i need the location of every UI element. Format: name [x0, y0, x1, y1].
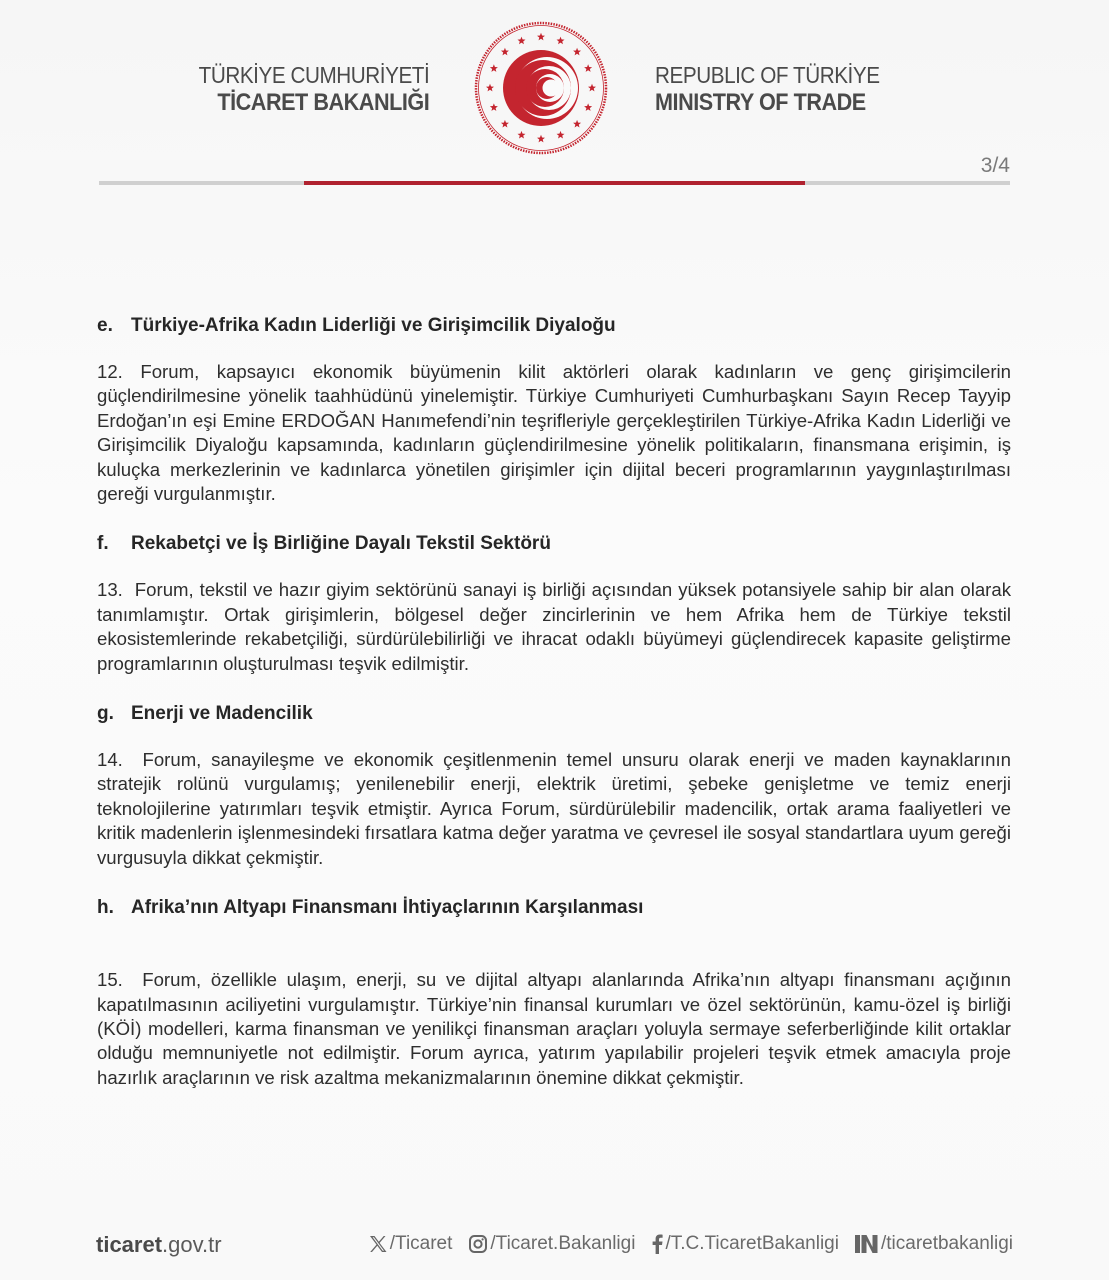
social-instagram[interactable]	[468, 1233, 635, 1255]
emblem-star-icon	[584, 103, 592, 111]
section-title	[97, 894, 1011, 922]
emblem-star-icon	[490, 64, 498, 72]
social-x[interactable]	[368, 1233, 453, 1255]
section-heading-text: Afrika’nın Altyapı Finansmanı İhtiyaçlarının Karşılanması	[131, 896, 644, 918]
section-letter: h.	[97, 896, 114, 918]
website-link[interactable]	[96, 1232, 222, 1258]
emblem-star-icon	[537, 33, 545, 41]
section-letter: e.	[97, 314, 113, 336]
section-paragraph: 13. Forum, tekstil ve hazır giyim sektörünü sanayi iş birliği açısından yüksek potansiyele sahip bir alan olarak tanımlamıştır. Ortak girişimlerin, bölgesel değer zincirlerinin ve hem Afrika hem de Türkiye tekstil ekosistemlerinde rekabetçiliği, sürdürülebilirliği ve ihracat odaklı büyümeyi güçlendirecek kapasite geliştirme programlarının oluşturulması teşvik edilmiştir.	[97, 579, 1017, 674]
document-footer	[0, 1228, 1109, 1264]
social-handle: /ticaretbakanligi	[880, 1233, 1013, 1254]
section-heading-text: Enerji ve Madencilik	[131, 702, 313, 724]
section-paragraph: 14. Forum, sanayileşme ve ekonomik çeşitlenmenin temel unsuru olarak enerji ve maden kaynaklarının stratejik rolünü vurgulamış; yenilenebilir enerji, elektrik üretimi, şebeke genişletme ve temiz enerji teknolojilerine yatırımları teşvik etmiştir. Ayrıca Forum, sürdürülebilir madencilik, ortak arama faaliyetleri ve kritik madenlerin işlenmesindeki fırsatlara katma değer yaratma ve çevresel ile sosyal standartlara uyum gereği vurgusuyla dikkat çekmiştir.	[97, 749, 1017, 868]
website-domain: .gov.tr	[162, 1232, 222, 1257]
section-title	[97, 700, 1011, 728]
instagram-icon	[468, 1234, 488, 1254]
emblem-star-icon	[517, 37, 525, 45]
emblem-star-icon	[557, 37, 565, 45]
page-indicator: 3/4	[980, 154, 1010, 177]
section	[97, 894, 1017, 1090]
section	[97, 530, 1017, 676]
section-paragraph: 15. Forum, özellikle ulaşım, enerji, su ve dijital altyapı alanlarında Afrika’nın altyapı finansmanı açığının kapatılmasının aciliyetini vurgulamıştır. Türkiye’nin finansal kurumları ve özel sektörünün, kamu-özel iş birliği (KÖİ) modelleri, karma finansman ve yenilikçi finansman araçları yoluyla sermaye seferberliğinde kilit ortaklar olduğu memnuniyetle not edilmiştir. Forum ayrıca, yatırım yapılabilir projeleri teşvik etmek amacıyla proje hazırlık araçlarının ve risk azaltma mekanizmalarının önemine dikkat çekmiştir.	[97, 969, 1017, 1088]
emblem-star-icon	[537, 135, 545, 143]
emblem-star-icon	[501, 120, 509, 128]
header-turkish-title	[173, 62, 429, 117]
section-title	[97, 530, 1011, 558]
document-body	[97, 312, 1017, 1114]
section	[97, 700, 1017, 870]
social-facebook[interactable]	[651, 1233, 839, 1255]
nsosyal-icon	[855, 1235, 879, 1253]
section-heading-text: Rekabetçi ve İş Birliğine Dayalı Tekstil Sektörü	[131, 533, 551, 555]
header-left-line1: TÜRKİYE CUMHURİYETİ	[198, 62, 429, 88]
header-english-title	[655, 62, 905, 117]
header-left-line2: TİCARET BAKANLIĞI	[217, 89, 429, 116]
section-title	[97, 312, 1011, 340]
social-handle: /Ticaret.Bakanligi	[490, 1233, 636, 1254]
emblem-star-icon	[501, 48, 509, 56]
emblem-star-icon	[490, 103, 498, 111]
ministry-emblem-icon	[473, 20, 609, 156]
social-links	[368, 1233, 1013, 1255]
emblem-star-icon	[486, 84, 494, 92]
page-progress-track	[99, 181, 1010, 185]
emblem-star-icon	[584, 64, 592, 72]
emblem-star-icon	[588, 84, 596, 92]
social-handle: /T.C.TicaretBakanligi	[665, 1233, 839, 1254]
website-bold: ticaret	[96, 1232, 163, 1257]
section-paragraph: 12. Forum, kapsayıcı ekonomik büyümenin kilit aktörleri olarak kadınların ve genç girişimcilerin güçlendirilmesine yönelik taahhüdünü yinelemiştir. Türkiye Cumhuriyeti Cumhurbaşkanı Sayın Recep Tayyip Erdoğan’ın eşi Emine ERDOĞAN Hanımefendi’nin teşrifleriyle gerçekleştirilen Türkiye-Afrika Kadın Liderliği ve Girişimcilik Diyaloğu kapsamında, kadınların güçlendirilmesine yönelik politikaların, finansmana erişimin, iş kuluçka merkezlerinin ve kadınlarca yönetilen girişimler için dijital beceri programlarının yaygınlaştırılması gereği vurgulanmıştır.	[97, 361, 1017, 505]
social-nsosyal[interactable]	[855, 1233, 1013, 1255]
document-header	[0, 0, 1109, 200]
emblem-star-icon	[517, 131, 525, 139]
x-twitter-icon	[368, 1234, 388, 1254]
section-letter: g.	[97, 702, 114, 724]
section-letter: f.	[97, 533, 109, 555]
section	[97, 312, 1017, 506]
header-right-line2: MINISTRY OF TRADE	[655, 89, 866, 116]
page-progress-fill	[304, 181, 805, 185]
emblem-star-icon	[573, 48, 581, 56]
header-right-line1: REPUBLIC OF TÜRKİYE	[655, 62, 880, 88]
emblem-star-icon	[573, 120, 581, 128]
social-handle: /Ticaret	[389, 1233, 453, 1254]
facebook-icon	[651, 1234, 663, 1254]
emblem-star-icon	[557, 131, 565, 139]
section-heading-text: Türkiye-Afrika Kadın Liderliği ve Girişimcilik Diyaloğu	[131, 314, 616, 336]
